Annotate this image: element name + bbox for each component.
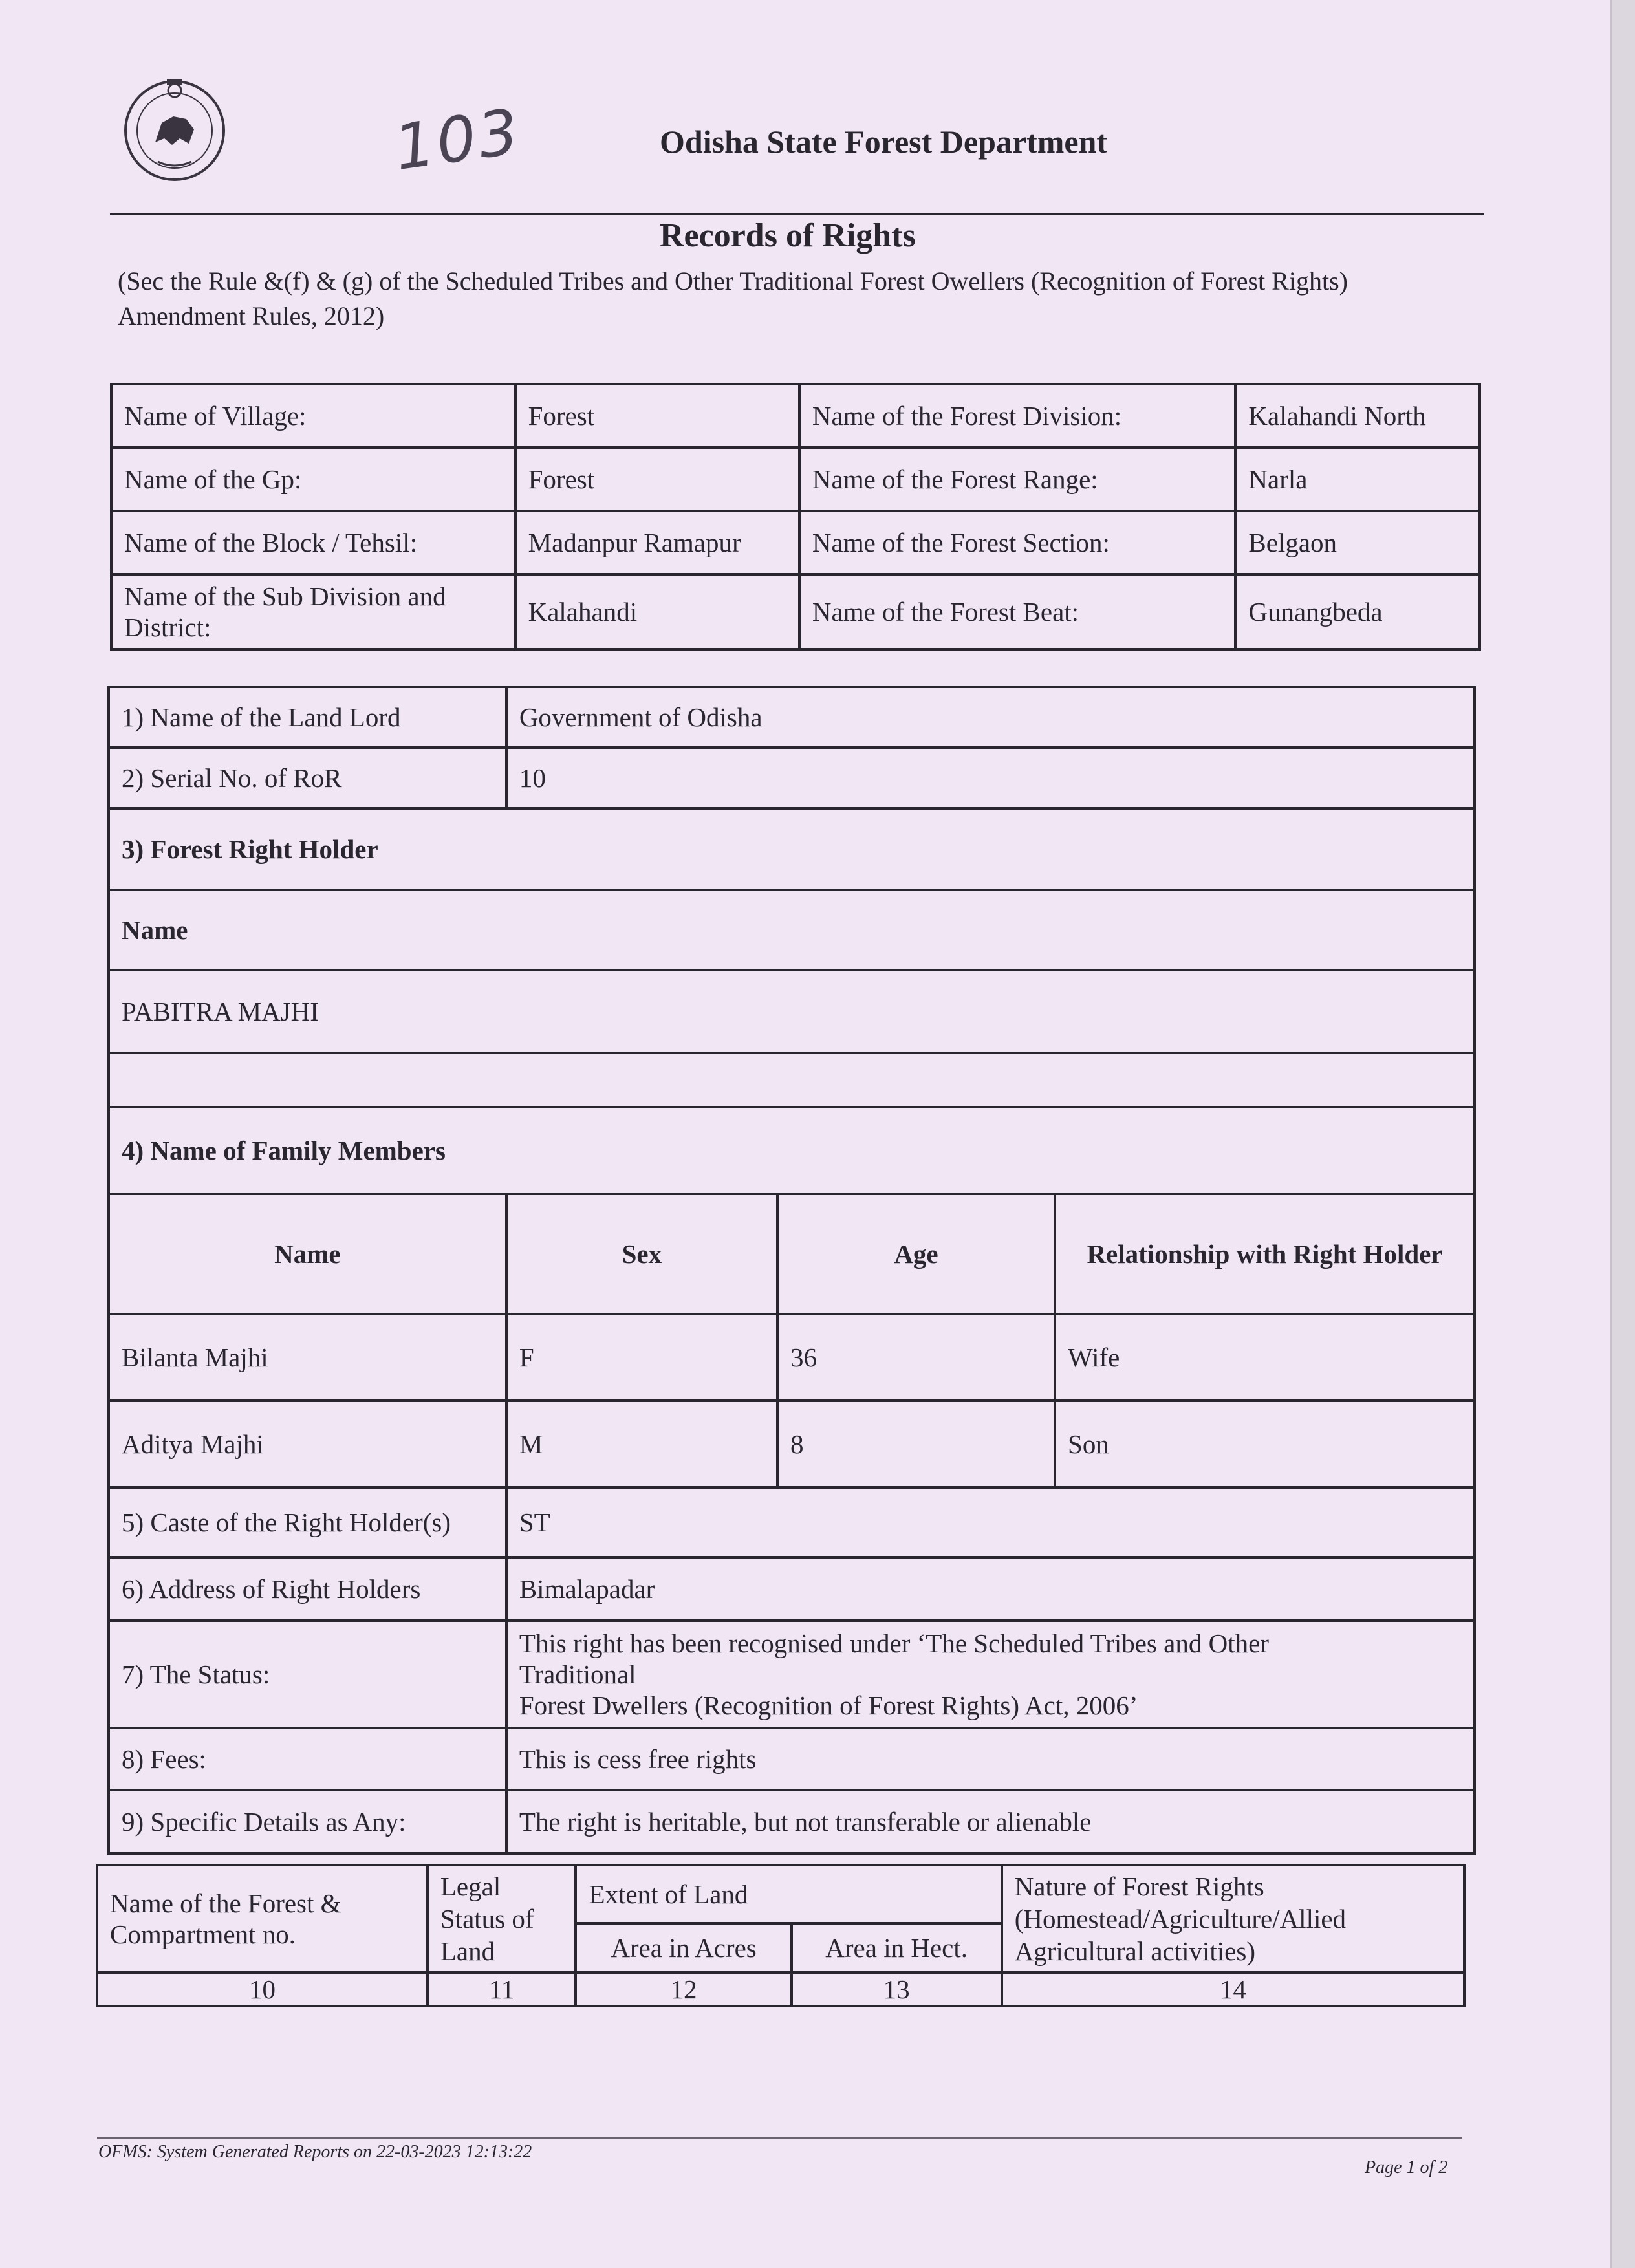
address-value: Bimalapadar [506,1557,1475,1621]
fees-label: 8) Fees: [109,1728,506,1790]
family-name: Aditya Majhi [109,1401,506,1487]
land-table [96,1864,1466,2007]
column-number: 10 [97,1972,428,2006]
table-row [109,748,1475,808]
blank-row [109,1053,1475,1107]
legal-status-line: Status of [440,1904,534,1934]
table-row [109,1194,1475,1314]
table-row [109,1487,1475,1557]
table-row [109,1621,1475,1728]
department-title: Odisha State Forest Department [660,124,1108,160]
family-relation: Son [1055,1401,1475,1487]
status-line: This right has been recognised under ‘The Scheduled Tribes and Other [519,1628,1269,1658]
family-relation: Wife [1055,1314,1475,1401]
division-label: Name of the Forest Division: [799,384,1236,448]
nature-of-rights-header [1002,1865,1464,1972]
column-number: 13 [792,1972,1002,2006]
range-value: Narla [1235,448,1480,511]
table-row [109,890,1475,970]
holder-heading: 3) Forest Right Holder [109,808,1475,890]
beat-label: Name of the Forest Beat: [799,574,1236,649]
page-edge [1610,0,1635,2268]
family-col-sex: Sex [506,1194,777,1314]
page-number: Page 1 of 2 [1365,2157,1448,2177]
document-title: Records of Rights [660,217,916,254]
serial-value: 10 [506,748,1475,808]
caste-label: 5) Caste of the Right Holder(s) [109,1487,506,1557]
table-row [111,384,1480,448]
section-label: Name of the Forest Section: [799,511,1236,574]
legal-status-line: Legal [440,1872,501,1901]
range-label: Name of the Forest Range: [799,448,1236,511]
serial-label: 2) Serial No. of RoR [109,748,506,808]
status-line: Forest Dwellers (Recognition of Forest Rights) Act, 2006’ [519,1690,1138,1720]
header-divider [110,213,1484,215]
table-row [109,1053,1475,1107]
address-label: 6) Address of Right Holders [109,1557,506,1621]
column-number: 12 [576,1972,791,2006]
table-row [109,1728,1475,1790]
footer-divider [97,2137,1462,2139]
generated-timestamp: OFMS: System Generated Reports on 22-03-2023 12:13:22 [98,2142,532,2162]
forest-compartment-header: Name of the Forest & Compartment no. [97,1865,428,1972]
section-value: Belgaon [1235,511,1480,574]
table-row [109,687,1475,748]
details-label: 9) Specific Details as Any: [109,1790,506,1853]
gp-label: Name of the Gp: [111,448,515,511]
table-row [111,448,1480,511]
table-row [109,808,1475,890]
record-table [107,686,1476,1855]
block-value: Madanpur Ramapur [515,511,799,574]
family-age: 8 [777,1401,1055,1487]
table-row [111,574,1480,649]
details-value: The right is heritable, but not transferable or alienable [506,1790,1475,1853]
area-hect-header: Area in Hect. [792,1923,1002,1972]
table-row [109,1790,1475,1853]
village-value: Forest [515,384,799,448]
nature-line: (Homestead/Agriculture/Allied [1014,1904,1347,1934]
table-row [109,1557,1475,1621]
holder-name: PABITRA MAJHI [109,970,1475,1053]
table-row [109,1314,1475,1401]
division-value: Kalahandi North [1235,384,1480,448]
caste-value: ST [506,1487,1475,1557]
nature-line: Nature of Forest Rights [1014,1872,1264,1901]
status-value [506,1621,1475,1728]
odisha-emblem-icon [116,71,233,188]
family-col-age: Age [777,1194,1055,1314]
extent-of-land-header: Extent of Land [576,1865,1001,1923]
landlord-label: 1) Name of the Land Lord [109,687,506,748]
table-row [109,1107,1475,1194]
status-line: Traditional [519,1659,636,1689]
family-sex: F [506,1314,777,1401]
table-row [97,1972,1464,2006]
village-label: Name of Village: [111,384,515,448]
block-label: Name of the Block / Tehsil: [111,511,515,574]
family-heading: 4) Name of Family Members [109,1107,1475,1194]
family-col-relationship: Relationship with Right Holder [1055,1194,1475,1314]
subdivision-label: Name of the Sub Division and District: [111,574,515,649]
column-number: 11 [428,1972,576,2006]
beat-value: Gunangbeda [1235,574,1480,649]
fees-value: This is cess free rights [506,1728,1475,1790]
subdivision-value: Kalahandi [515,574,799,649]
location-table [110,383,1481,651]
landlord-value: Government of Odisha [506,687,1475,748]
status-label: 7) The Status: [109,1621,506,1728]
column-number: 14 [1002,1972,1464,2006]
table-row [109,970,1475,1053]
family-col-name: Name [109,1194,506,1314]
family-sex: M [506,1401,777,1487]
legal-status-line: Land [440,1936,495,1966]
document-subtitle: (Sec the Rule &(f) & (g) of the Scheduled Tribes and Other Traditional Forest Owellers (Recognition of Forest Rights) Amendment Rules, 2012) [118,266,1348,330]
family-age: 36 [777,1314,1055,1401]
table-row [97,1865,1464,1923]
nature-line: Agricultural activities) [1014,1936,1255,1966]
family-name: Bilanta Majhi [109,1314,506,1401]
table-row [111,511,1480,574]
legal-status-header [428,1865,576,1972]
table-row [109,1401,1475,1487]
area-acres-header: Area in Acres [576,1923,791,1972]
gp-value: Forest [515,448,799,511]
name-heading: Name [109,890,1475,970]
handwritten-number: 103 [390,94,526,185]
